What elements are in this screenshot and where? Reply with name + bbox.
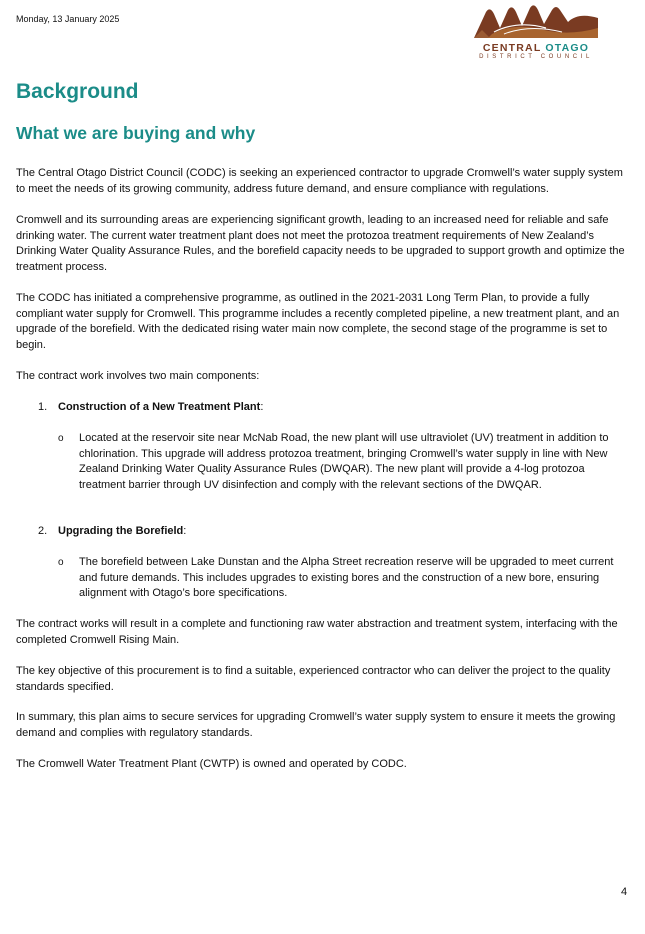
- bullet-icon: o: [58, 433, 64, 444]
- logo-name: [470, 42, 602, 54]
- list-item-number: 2.: [38, 525, 48, 537]
- logo-subtitle: DISTRICT COUNCIL: [479, 54, 593, 60]
- logo-otago: OTAGO: [545, 42, 590, 54]
- list-item-number: 1.: [38, 401, 48, 413]
- paragraph-objective: The key objective of this procurement is to find a suitable, experienced contractor who can deliver the project to the quality standards specified.: [16, 665, 611, 693]
- page-heading: Background: [16, 80, 139, 103]
- list-item-title: Construction of a New Treatment Plant:: [58, 401, 264, 413]
- document-date: Monday, 13 January 2025: [16, 14, 120, 24]
- council-logo: [470, 4, 602, 64]
- paragraph-outcome: The contract works will result in a complete and functioning raw water abstraction and treatment system, interfacing with the completed Cromwell Rising Main.: [16, 618, 618, 646]
- logo-central: CENTRAL: [482, 42, 542, 54]
- paragraph-components-intro: The contract work involves two main components:: [16, 370, 260, 382]
- paragraph-growth: Cromwell and its surrounding areas are experiencing significant growth, leading to an increased need for reliable and safe drinking water. The current water treatment plant does not meet the protozoa treatment requirements of New Zealand’s Drinking Water Quality Assurance Rules, and the borefield capacity needs to be upgraded to support growth and optimize the treatment process.: [16, 214, 625, 273]
- paragraph-intro: The Central Otago District Council (CODC) is seeking an experienced contractor to upgrade Cromwell’s water supply system to meet the needs of its growing community, address future demand, and ensure compliance with regulations.: [16, 167, 623, 195]
- list-item-detail: The borefield between Lake Dunstan and the Alpha Street recreation reserve will be upgraded to meet current and future demands. This includes upgrades to existing bores and the construction of a new bore, ensuring alignment with Otago’s bore specifications.: [79, 556, 614, 600]
- section-heading: What we are buying and why: [16, 123, 256, 143]
- page-number: 4: [621, 886, 628, 898]
- bullet-icon: o: [58, 557, 64, 568]
- paragraph-ownership: The Cromwell Water Treatment Plant (CWTP) is owned and operated by CODC.: [16, 758, 407, 770]
- list-item-title: Upgrading the Borefield:: [58, 525, 187, 537]
- paragraph-summary: In summary, this plan aims to secure services for upgrading Cromwell’s water supply system to ensure it meets the growing demand and complies with regulatory standards.: [16, 711, 616, 739]
- list-item-detail: Located at the reservoir site near McNab Road, the new plant will use ultraviolet (UV) treatment in addition to chlorination. This upgrade will address protozoa treatment, bringing Cromwell’s water supply in line with New Zealand Drinking Water Quality Assurance Rules (DWQAR). The new plant will provide a 4-log protozoa treatment barrier through UV disinfection and comply with the relevant sections of the DWQAR.: [79, 432, 609, 491]
- paragraph-programme: The CODC has initiated a comprehensive programme, as outlined in the 2021-2031 Long Term Plan, to provide a fully compliant water supply for Cromwell. This programme includes a recently completed pipeline, a new treatment plant, and an upgrade of the borefield. With the dedicated rising water main now complete, the second stage of the programme is set to begin.: [16, 292, 620, 351]
- hills-logo-icon: [474, 4, 598, 38]
